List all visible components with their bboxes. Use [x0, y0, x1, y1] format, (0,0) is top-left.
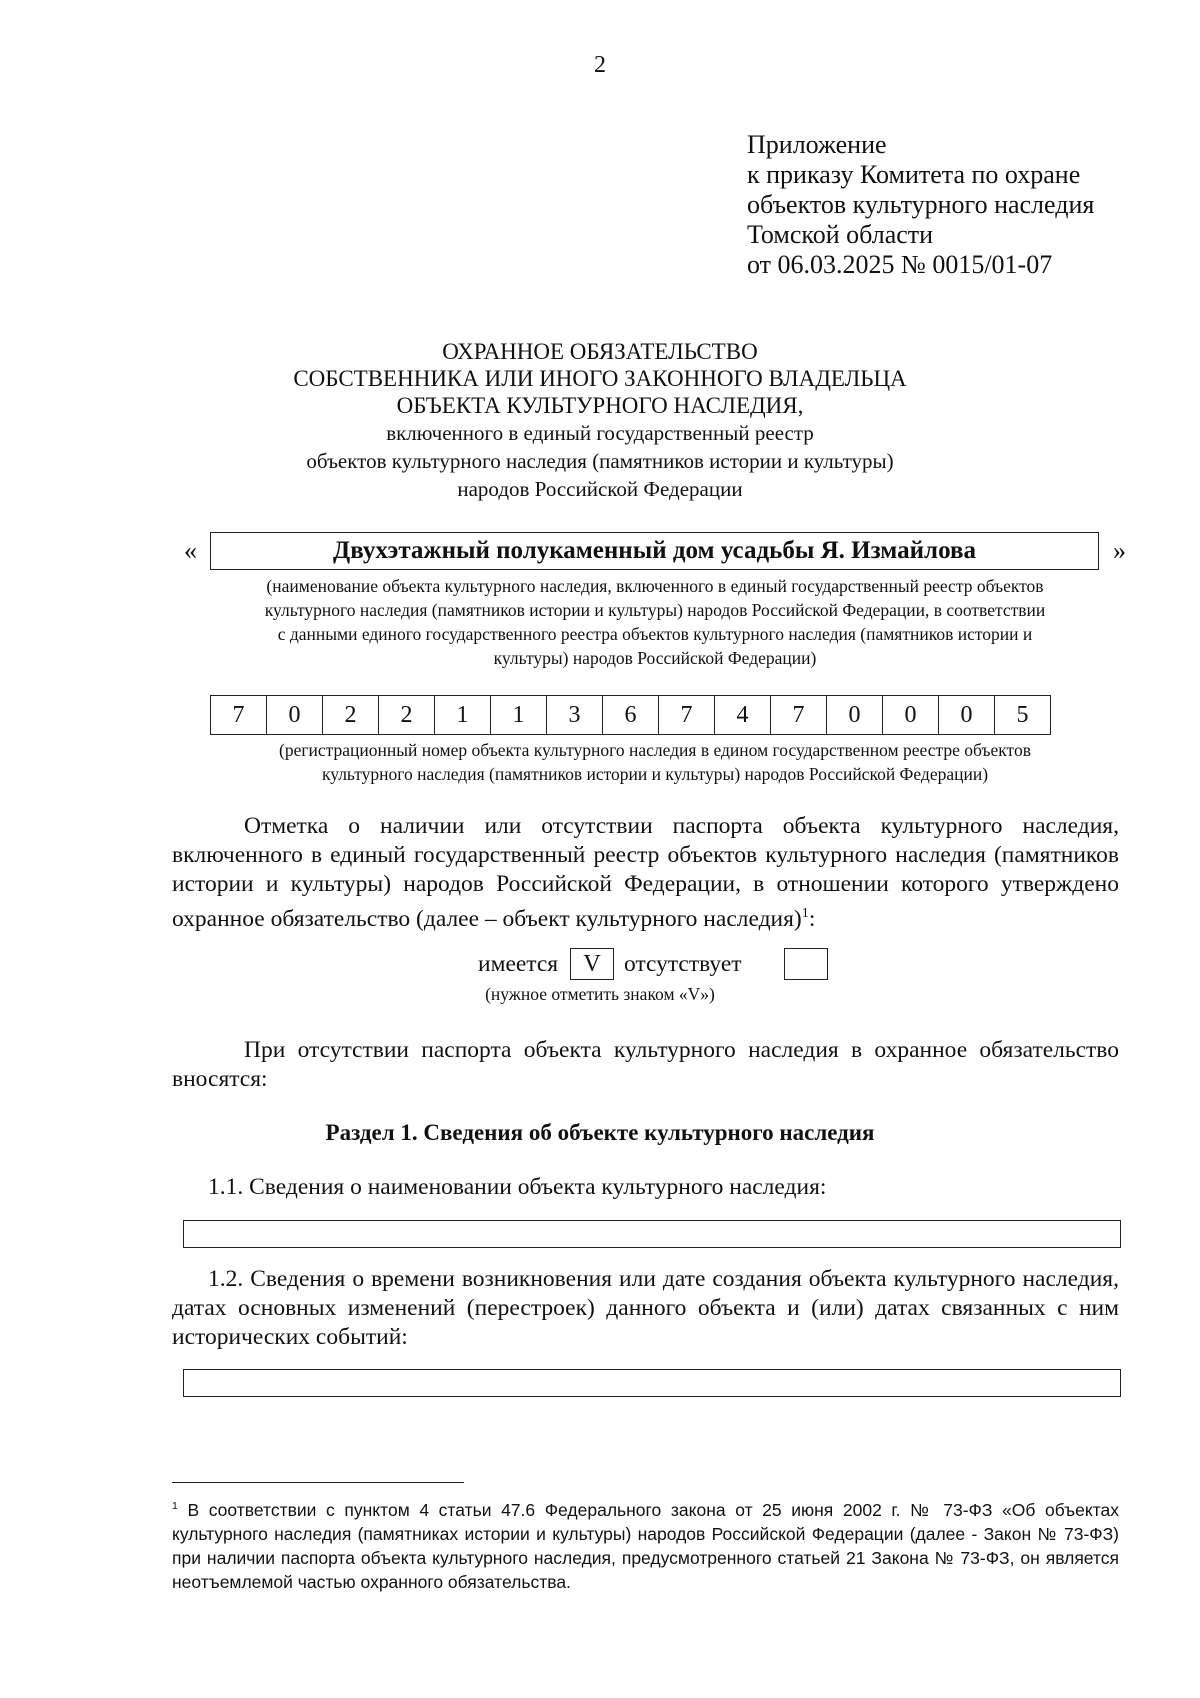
no-passport-text: При отсутствии паспорта объекта культурного наследия в охранное обязательство вносятся: [172, 1037, 1119, 1092]
registration-digit-cell: 5 [995, 696, 1051, 735]
close-quote: » [1113, 536, 1126, 565]
registration-caption [190, 738, 1120, 786]
footnote-mark: 1 [172, 1500, 178, 1512]
absent-label: отсутствует [624, 951, 742, 977]
footnote-separator [172, 1482, 464, 1483]
object-name-caption [190, 574, 1120, 670]
registration-digit-cell: 2 [379, 696, 435, 735]
caption-line: культурного наследия (памятников истории и культуры) народов Российской Федерации, в соответствии [264, 600, 1046, 620]
caption-line: культурного наследия (памятников истории и культуры) народов Российской Федерации) [321, 764, 989, 784]
passport-colon: : [808, 905, 816, 932]
item-1-2-text: 1.2. Сведения о времени возникновения или дате создания объекта культурного наследия, датах основных изменений (перестроек) данного объекта и (или) датах связанных с ним исторических событий: [172, 1266, 1119, 1350]
present-checkbox[interactable]: V [570, 948, 614, 980]
registration-digit-cell: 4 [715, 696, 771, 735]
caption-line: с данными единого государственного реестра объектов культурного наследия (памятников истории и [277, 624, 1033, 644]
registration-digit-cell: 0 [883, 696, 939, 735]
appendix-line: объектов культурного наследия [747, 190, 1095, 219]
absent-checkbox[interactable] [784, 948, 828, 980]
checkbox-hint: (нужное отметить знаком «V») [485, 984, 715, 1004]
object-name-field: Двухэтажный полукаменный дом усадьбы Я. Измайлова [210, 532, 1099, 570]
passport-paragraph [172, 812, 1119, 934]
no-passport-paragraph [172, 1036, 1119, 1094]
present-label: имеется [478, 951, 559, 977]
registration-digit-cell: 3 [547, 696, 603, 735]
caption-line: (наименование объекта культурного наследия, включенного в единый государственный реестр объектов [266, 576, 1044, 596]
registration-digit-cell: 2 [323, 696, 379, 735]
registration-digit-cell: 1 [435, 696, 491, 735]
item-1-2-field[interactable] [183, 1369, 1121, 1397]
section-1-title: Раздел 1. Сведения об объекте культурного наследия [325, 1120, 875, 1145]
registration-digits-row [211, 696, 1051, 735]
item-1-1-paragraph [172, 1173, 1119, 1202]
page-number: 2 [594, 52, 606, 78]
caption-line: культуры) народов Российской Федерации) [493, 648, 817, 668]
registration-digit-cell: 7 [659, 696, 715, 735]
footnote-text: В соответствии с пунктом 4 статьи 47.6 Федерального закона от 25 июня 2002 г. № 73-ФЗ «Об объектах культурного наследия (памятниках истории и культуры) народов Российской Федерации (далее - Закон № 73-ФЗ) при наличии паспорта объекта культурного наследия, предусмотренного статьей 21 Закона № 73-ФЗ, он является неотъемлемой частью охранного обязательства. [172, 1499, 1119, 1592]
appendix-line: Приложение [747, 130, 887, 159]
item-1-2-paragraph [172, 1265, 1119, 1352]
registration-digit-cell: 7 [211, 696, 267, 735]
caption-line: (регистрационный номер объекта культурного наследия в едином государственном реестре объектов [279, 740, 1031, 760]
subtitle-line: объектов культурного наследия (памятников истории и культуры) [306, 449, 894, 473]
registration-digit-cell: 0 [827, 696, 883, 735]
passport-text: Отметка о наличии или отсутствии паспорта объекта культурного наследия, включенного в единый государственный реестр объектов культурного наследия (памятников истории и культуры) народов Российской Федерации, в отношении которого утверждено охранное обязательство (далее – объект культурного наследия) [172, 813, 1119, 932]
appendix-line: от 06.03.2025 № 0015/01-07 [747, 250, 1053, 279]
appendix-line: Томской области [747, 220, 934, 249]
footnote-ref: 1 [801, 905, 809, 921]
registration-digit-cell: 0 [939, 696, 995, 735]
open-quote: « [184, 536, 197, 565]
appendix-line: к приказу Комитета по охране [747, 160, 1081, 189]
registration-digit-cell: 1 [491, 696, 547, 735]
title-line: СОБСТВЕННИКА ИЛИ ИНОГО ЗАКОННОГО ВЛАДЕЛЬЦА [293, 366, 907, 391]
title-line: ОБЪЕКТА КУЛЬТУРНОГО НАСЛЕДИЯ, [396, 393, 804, 418]
document-title [150, 338, 1050, 503]
registration-number-table [210, 695, 1051, 735]
registration-digit-cell: 0 [267, 696, 323, 735]
subtitle-line: народов Российской Федерации [457, 477, 743, 501]
registration-digit-cell: 6 [603, 696, 659, 735]
item-1-1-field[interactable] [183, 1220, 1121, 1248]
registration-digit-cell: 7 [771, 696, 827, 735]
item-1-1-text: 1.1. Сведения о наименовании объекта культурного наследия: [208, 1174, 827, 1200]
subtitle-line: включенного в единый государственный реестр [386, 421, 814, 445]
appendix-block [747, 130, 1094, 280]
title-line: ОХРАННОЕ ОБЯЗАТЕЛЬСТВО [442, 339, 758, 364]
footnote [172, 1494, 1119, 1594]
